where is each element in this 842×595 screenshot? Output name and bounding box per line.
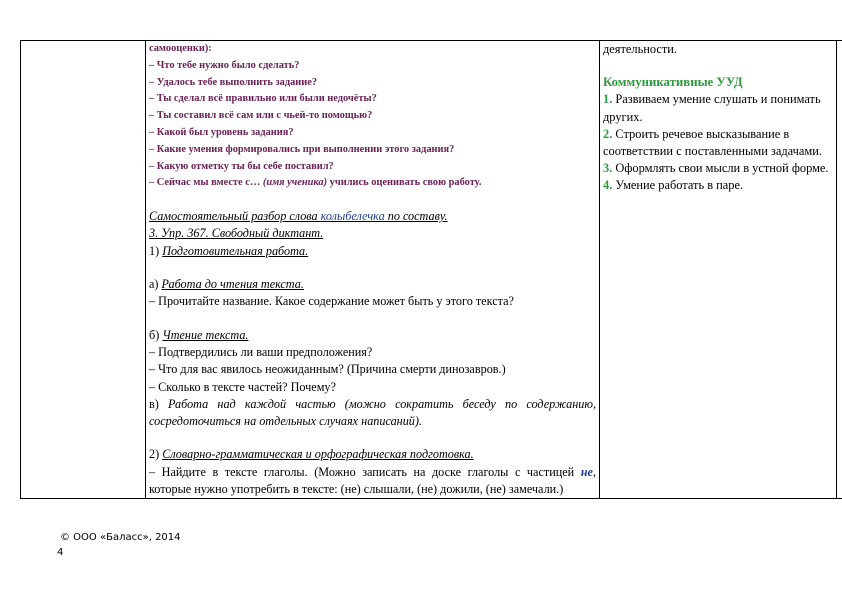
extra-cell <box>837 41 842 499</box>
exercise-title: 3. Упр. 367. Свободный диктант. <box>149 226 324 241</box>
self-assessment-header: самооценки): <box>149 43 212 54</box>
table-row <box>21 41 842 499</box>
activity-cell <box>146 41 600 499</box>
section-a-question: – Прочитайте название. Какое содержание может быть у этого текста? <box>149 294 514 309</box>
uud-item: 1. Развиваем умение слушать и понимать других. <box>603 92 821 124</box>
section-b-question: – Подтвердились ли ваши предположения? <box>149 344 373 359</box>
uud-heading: Коммуникативные УУД <box>603 75 743 90</box>
stage-cell <box>21 41 146 499</box>
self-question: – Ты сделал всё правильно или были недочёты? <box>149 93 377 105</box>
self-question: – Какие умения формировались при выполнении этого задания? <box>149 143 455 155</box>
page-number: 4 <box>57 547 64 558</box>
copyright: © ООО «Баласс», 2014 <box>60 532 181 543</box>
section-b-title: б) Чтение текста. <box>149 327 249 342</box>
section-b-question: – Что для вас явилось неожиданным? (Причина смерти динозавров.) <box>149 362 506 377</box>
self-question: – Какой был уровень задания? <box>149 126 294 138</box>
uud-item: 4. Умение работать в паре. <box>603 178 744 193</box>
uud-cell <box>600 41 837 499</box>
lesson-table <box>20 40 842 499</box>
section-v-text: в) Работа над каждой частью (можно сократить беседу по содержанию, сосредоточиться на отдельных случаях написаний). <box>149 396 596 429</box>
word-parse-task: Самостоятельный разбор слова колыбелечка по составу. <box>149 209 448 224</box>
prep-title: 1) Подготовительная работа. <box>149 243 309 258</box>
self-question: – Что тебе нужно было сделать? <box>149 59 300 71</box>
particle-ne: не <box>580 464 593 479</box>
section-b-question: – Сколько в тексте частей? Почему? <box>149 379 336 394</box>
section-a-title: а) Работа до чтения текста. <box>149 277 304 292</box>
grammar-title: 2) Словарно-грамматическая и орфографическая подготовка. <box>149 447 474 462</box>
parse-word: колыбелечка <box>320 209 385 224</box>
uud-item: 2. Строить речевое высказывание в соответствии с поставленными задачами. <box>603 126 822 159</box>
self-assessment-block <box>149 41 596 192</box>
uud-top-text: деятельности. <box>603 42 678 56</box>
lesson-body <box>149 192 596 498</box>
self-question: – Какую отметку ты бы себе поставил? <box>149 160 334 172</box>
self-question: – Удалось тебе выполнить задание? <box>149 76 318 88</box>
self-question: – Ты составил всё сам или с чьей-то помощью? <box>149 110 373 122</box>
uud-item: 3. Оформлять свои мысли в устной форме. <box>603 161 829 176</box>
self-question-last: – Сейчас мы вместе с… (имя ученика) учились оценивать свою работу. <box>149 177 482 189</box>
grammar-task: – Найдите в тексте глаголы. (Можно записать на доске глаголы с частицей не, которые нужно употребить в тексте: (не) слышали, (не) дожили, (не) замечали.) <box>149 464 596 497</box>
